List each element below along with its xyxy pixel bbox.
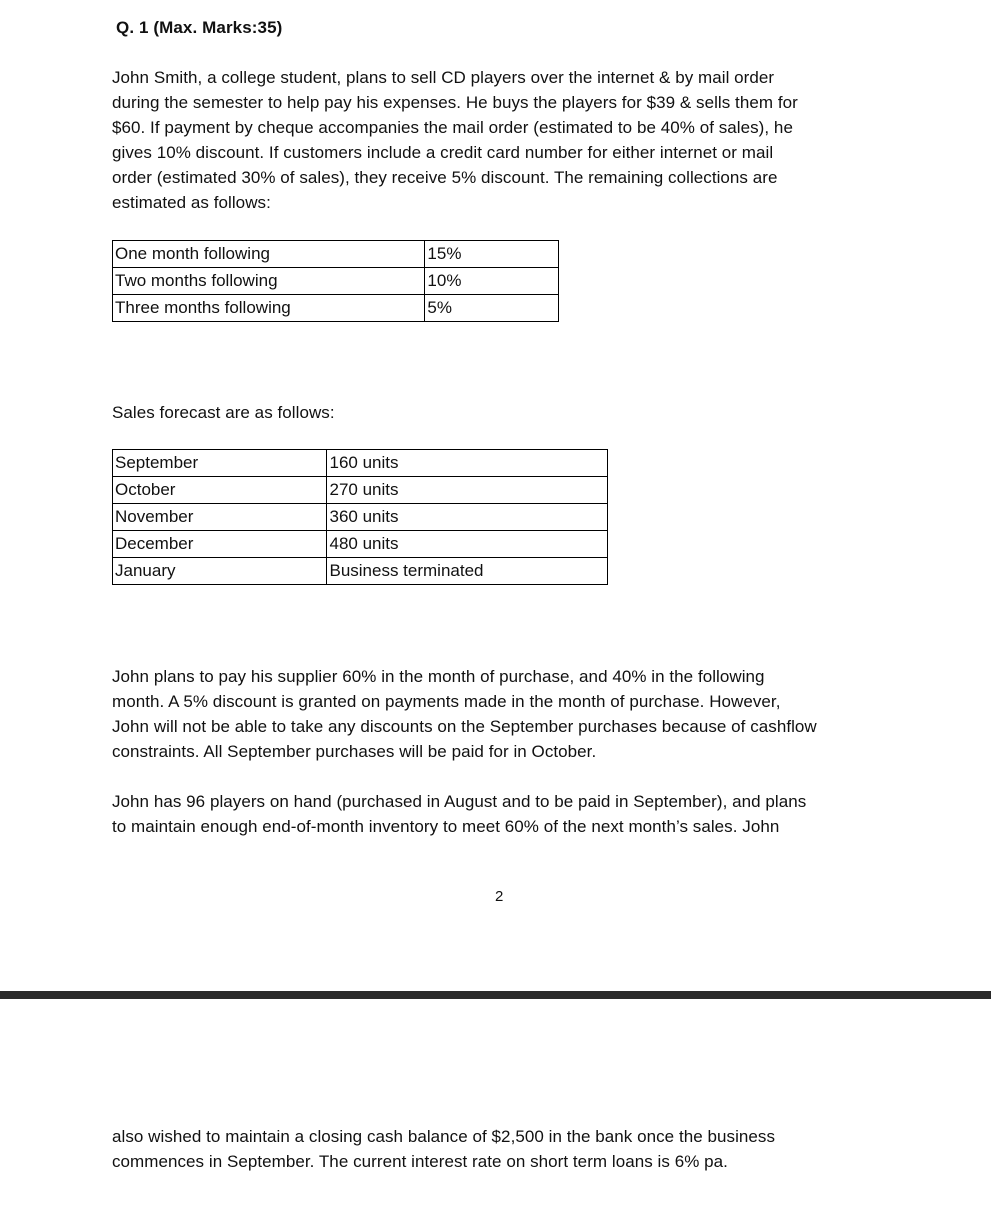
page-number: 2	[495, 888, 504, 905]
question-heading: Q. 1 (Max. Marks:35)	[116, 18, 283, 37]
collection-value: 5%	[425, 295, 559, 322]
intro-line: gives 10% discount. If customers include a credit card number for either internet or mail	[112, 143, 774, 162]
continuation-line: commences in September. The current interest rate on short term loans is 6% pa.	[112, 1152, 728, 1171]
intro-line: $60. If payment by cheque accompanies the mail order (estimated to be 40% of sales), he	[112, 118, 793, 137]
sales-month: September	[113, 450, 327, 477]
sales-intro: Sales forecast are as follows:	[112, 403, 335, 422]
sales-units: 270 units	[327, 477, 608, 504]
sales-month: December	[113, 531, 327, 558]
payment-line: John will not be able to take any discounts on the September purchases because of cashflow	[112, 717, 817, 736]
inventory-line: to maintain enough end-of-month inventory to meet 60% of the next month’s sales. John	[112, 817, 780, 836]
intro-line: during the semester to help pay his expenses. He buys the players for $39 & sells them for	[112, 93, 798, 112]
sales-month: October	[113, 477, 327, 504]
sales-month: November	[113, 504, 327, 531]
collection-label: Three months following	[113, 295, 425, 322]
table-row	[113, 531, 608, 558]
sales-units: Business terminated	[327, 558, 608, 585]
table-row	[113, 558, 608, 585]
payment-line: month. A 5% discount is granted on payments made in the month of purchase. However,	[112, 692, 781, 711]
sales-units: 480 units	[327, 531, 608, 558]
table-row	[113, 450, 608, 477]
table-row	[113, 241, 559, 268]
sales-month: January	[113, 558, 327, 585]
continuation-line: also wished to maintain a closing cash balance of $2,500 in the bank once the business	[112, 1127, 776, 1146]
collection-label: Two months following	[113, 268, 425, 295]
collection-label: One month following	[113, 241, 425, 268]
sales-forecast-table	[112, 449, 608, 585]
inventory-paragraph	[112, 789, 806, 839]
sales-units: 360 units	[327, 504, 608, 531]
collections-table	[112, 240, 559, 322]
payment-paragraph	[112, 664, 817, 764]
table-row	[113, 268, 559, 295]
payment-line: constraints. All September purchases will be paid for in October.	[112, 742, 597, 761]
page-break-divider	[0, 991, 991, 999]
sales-units: 160 units	[327, 450, 608, 477]
table-row	[113, 295, 559, 322]
collection-value: 15%	[425, 241, 559, 268]
inventory-line: John has 96 players on hand (purchased in August and to be paid in September), and plans	[112, 792, 807, 811]
intro-paragraph	[112, 65, 798, 215]
payment-line: John plans to pay his supplier 60% in the month of purchase, and 40% in the following	[112, 667, 765, 686]
intro-line: estimated as follows:	[112, 193, 271, 212]
table-row	[113, 477, 608, 504]
intro-line: John Smith, a college student, plans to sell CD players over the internet & by mail order	[112, 68, 775, 87]
continuation-paragraph	[112, 1124, 775, 1174]
collection-value: 10%	[425, 268, 559, 295]
table-row	[113, 504, 608, 531]
intro-line: order (estimated 30% of sales), they receive 5% discount. The remaining collections are	[112, 168, 778, 187]
